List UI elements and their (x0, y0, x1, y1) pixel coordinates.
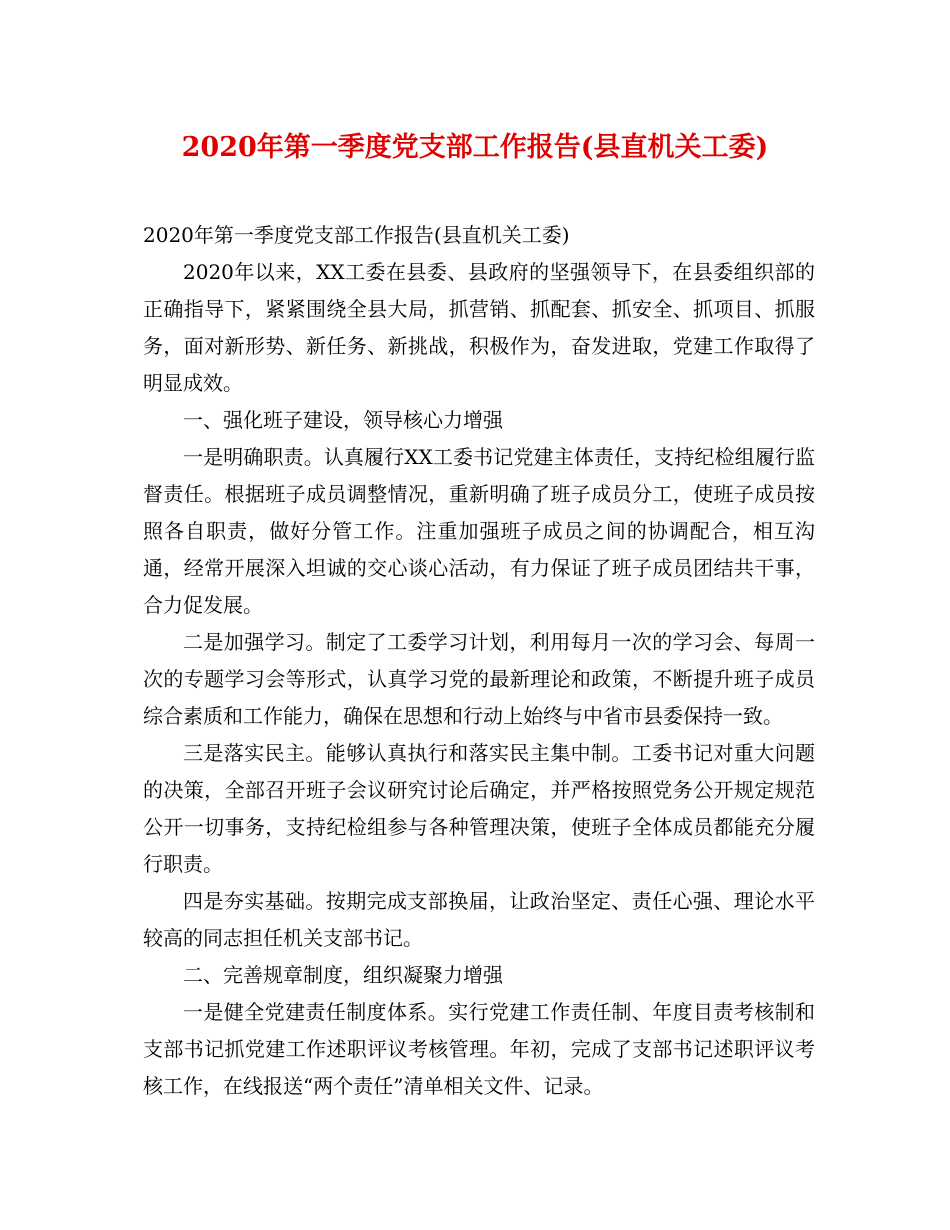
section-heading-1: 一、强化班子建设，领导核心力增强 (183, 408, 503, 432)
paragraph-responsibility-system: 一是健全党建责任制度体系。实行党建工作责任制、年度目责考核制和支部书记抓党建工作述职评议考核管理。年初，完成了支部书记述职评议考核工作，在线报送“两个责任”清单相关文件、记录。 (143, 1000, 815, 1098)
paragraph-foundation: 四是夯实基础。按期完成支部换届，让政治坚定、责任心强、理论水平较高的同志担任机关支部书记。 (143, 889, 815, 950)
paragraph-learning: 二是加强学习。制定了工委学习计划，利用每月一次的学习会、每周一次的专题学习会等形式，认真学习党的最新理论和政策，不断提升班子成员综合素质和工作能力，确保在思想和行动上始终与中省市县委保持一致。 (143, 630, 815, 728)
paragraph-intro: 2020年以来，XX工委在县委、县政府的坚强领导下，在县委组织部的正确指导下，紧紧围绕全县大局，抓营销、抓配套、抓安全、抓项目、抓服务，面对新形势、新任务、新挑战，积极作为，奋发进取，党建工作取得了明显成效。 (143, 260, 815, 395)
document-title: 2020年第一季度党支部工作报告(县直机关工委) (181, 132, 769, 163)
paragraph-democracy: 三是落实民主。能够认真执行和落实民主集中制。工委书记对重大问题的决策，全部召开班子会议研究讨论后确定，并严格按照党务公开规定规范公开一切事务，支持纪检组参与各种管理决策，使班子全体成员都能充分履行职责。 (143, 741, 815, 876)
document-body (143, 217, 815, 1105)
section-heading-2: 二、完善规章制度，组织凝聚力增强 (183, 963, 503, 987)
paragraph-subtitle: 2020年第一季度党支部工作报告(县直机关工委) (143, 223, 570, 247)
paragraph-responsibilities: 一是明确职责。认真履行XX工委书记党建主体责任，支持纪检组履行监督责任。根据班子成员调整情况，重新明确了班子成员分工，使班子成员按照各自职责，做好分管工作。注重加强班子成员之间的协调配合，相互沟通，经常开展深入坦诚的交心谈心活动，有力保证了班子成员团结共干事，合力促发展。 (143, 445, 815, 617)
